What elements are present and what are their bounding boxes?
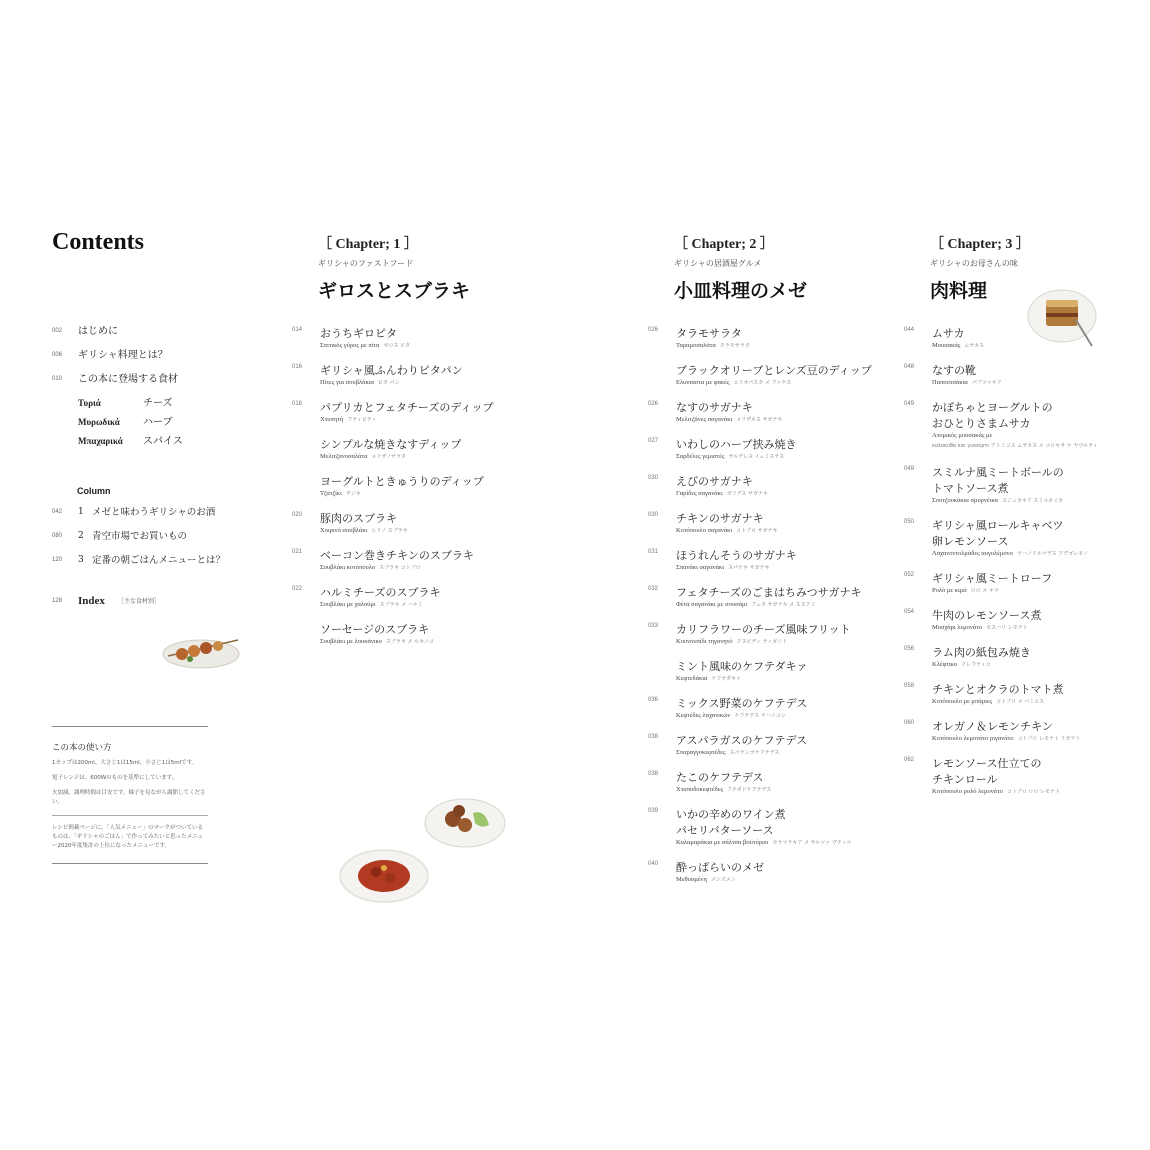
- chapter-2-title: 小皿料理のメゼ: [674, 280, 808, 302]
- how-to-use-box: [52, 726, 208, 864]
- page-number: 026: [648, 401, 659, 407]
- recipe-title: 酔っぱらいのメゼ: [676, 861, 764, 874]
- recipe-greek: [932, 624, 1028, 631]
- how-to-title: この本の使い方: [52, 743, 112, 753]
- page-number: 036: [648, 697, 659, 703]
- column-heading: Column: [77, 486, 111, 496]
- recipe-greek: [676, 416, 782, 423]
- reading: スパナキ サガナキ: [728, 565, 770, 571]
- recipe-greek: [676, 527, 777, 534]
- recipe-title: チキンとオクラのトマト煮: [932, 683, 1064, 696]
- recipe-greek: [932, 698, 1044, 705]
- greek-name: Κουνουπίδι τηγανητό: [676, 638, 733, 645]
- greek-name: Κλέφτικο: [932, 661, 958, 668]
- recipe-title-line2: おひとりさまムサカ: [932, 417, 1031, 430]
- recipe-title: チキンのサガナキ: [676, 512, 764, 525]
- page-number: 014: [292, 327, 303, 333]
- greek-name: Καλαμαράκια με σάλτσα βουτύρου: [676, 839, 769, 846]
- recipe-title: スミルナ風ミートボールの: [932, 466, 1064, 479]
- recipe-title: ムサカ: [932, 327, 965, 340]
- reading: スジュカキア スミルネイカ: [1001, 498, 1064, 504]
- list-item[interactable]: [52, 346, 252, 365]
- page-number: 049: [904, 401, 915, 407]
- page-number: 040: [648, 861, 659, 867]
- recipe-greek: [676, 876, 736, 883]
- reading: ギロス ピタ: [383, 343, 411, 349]
- list-item[interactable]: [52, 322, 252, 341]
- reading: クレフティコ: [961, 662, 991, 668]
- page-number: 010: [52, 376, 63, 382]
- greek-name: Μουσακάς: [932, 342, 961, 349]
- recipe-greek: [932, 661, 991, 668]
- recipe-title: パプリカとフェタチーズのディップ: [320, 401, 494, 414]
- ingredient-greek: Μυρωδικά: [78, 417, 120, 427]
- page-number: 006: [52, 352, 63, 358]
- ingredient-row: [52, 394, 252, 413]
- recipe-entry[interactable]: [904, 681, 1144, 711]
- reading: ザジキ: [345, 491, 361, 497]
- recipe-greek: [676, 342, 750, 349]
- recipe-greek: [320, 416, 376, 423]
- recipe-entry[interactable]: [292, 399, 532, 429]
- ingredient-row: [52, 432, 252, 451]
- greek-name: Κεφτεδάκια: [676, 675, 708, 682]
- recipe-greek-line2: [932, 442, 1098, 449]
- recipe-greek: [320, 379, 400, 386]
- recipe-title-line2: トマトソース煮: [932, 482, 1009, 495]
- how-to-text: レシピ掲載ページに、「人気メニュー」のマークがついているものは、「ギリシャのごはん」で作ってみたいと思ったメニュー2020年度集計の上位になったメニューです。: [52, 825, 204, 849]
- recipe-entry[interactable]: [292, 547, 532, 577]
- recipe-title: ギリシャ風ふんわりピタパン: [320, 364, 463, 377]
- reading: ラハノドルマデス アヴゴレモノ: [1016, 551, 1089, 557]
- recipe-entry[interactable]: [648, 859, 888, 889]
- recipe-title: いわしのハーブ挟み焼き: [676, 438, 797, 451]
- meatball-plate-photo: [423, 795, 509, 851]
- recipe-entry[interactable]: [648, 362, 888, 392]
- page-number: 039: [648, 808, 659, 814]
- ingredient-row: [52, 413, 252, 432]
- page-number: 032: [648, 586, 659, 592]
- recipe-title: ギリシャ風ミートローフ: [932, 572, 1053, 585]
- recipe-title: ベーコン巻きチキンのスブラキ: [320, 549, 474, 562]
- index-sub: ［主な食材別］: [118, 598, 161, 605]
- page-number: 027: [648, 438, 659, 444]
- skewer-photo: [160, 626, 242, 674]
- reading: ケフテダキァ: [711, 676, 742, 682]
- recipe-title: 豚肉のスブラキ: [320, 512, 397, 525]
- recipe-title: タラモサラタ: [676, 327, 742, 340]
- reading: クヌピディ ティガニト: [736, 639, 788, 645]
- reading: コトプロ レモナト リガナト: [1017, 736, 1081, 742]
- reading: モスハリ レモナト: [986, 625, 1028, 631]
- recipe-entry[interactable]: [648, 806, 888, 852]
- recipe-entry[interactable]: [648, 584, 888, 614]
- recipe-greek: [932, 587, 999, 594]
- recipe-title: ほうれんそうのサガナキ: [676, 549, 797, 562]
- column-number: 1: [78, 507, 84, 517]
- recipe-entry[interactable]: [292, 436, 532, 466]
- greek-name: Λαχανοντολμάδες αυγολέμονο: [932, 550, 1013, 557]
- page-number: 026: [648, 327, 659, 333]
- recipe-greek: [676, 839, 851, 846]
- recipe-title: いかの辛めのワイン煮: [676, 808, 786, 821]
- recipe-entry[interactable]: [292, 584, 532, 614]
- index-label: Index: [78, 595, 105, 607]
- recipe-title-line2: チキンロール: [932, 773, 998, 786]
- recipe-title: フェタチーズのごまはちみつサガナキ: [676, 586, 862, 599]
- page-number: 080: [52, 533, 63, 539]
- recipe-greek: [676, 379, 791, 386]
- greek-name: Μελιτζανοσαλάτα: [320, 453, 368, 460]
- reading: ムサカス: [964, 343, 985, 349]
- recipe-entry[interactable]: [648, 473, 888, 503]
- recipe-entry[interactable]: [648, 769, 888, 799]
- page-number: 044: [904, 327, 915, 333]
- recipe-entry[interactable]: [904, 718, 1144, 748]
- recipe-greek: [320, 564, 421, 571]
- reading: ケフテデス ラハニコン: [734, 713, 786, 719]
- reading: ロロ メ キマ: [970, 588, 999, 594]
- recipe-greek: [320, 601, 423, 608]
- recipe-entry[interactable]: [648, 547, 888, 577]
- reading: メリザノサラタ: [371, 454, 406, 460]
- page-number: 049: [904, 466, 915, 472]
- recipe-entry[interactable]: [904, 399, 1144, 457]
- recipe-entry[interactable]: [648, 436, 888, 466]
- recipe-greek: [932, 788, 1060, 795]
- contents-title: Contents: [52, 229, 145, 255]
- recipe-title: なすの靴: [932, 364, 976, 377]
- greek-name: Κοτόπουλο με μπάμιες: [932, 698, 993, 705]
- chapter-2-label: ［ Chapter; 2 ］: [674, 237, 774, 252]
- reading: メシズメニ: [710, 877, 736, 883]
- page-number: 056: [904, 646, 915, 652]
- greek-name: Σουβλάκι με χαλούμι: [320, 601, 376, 608]
- recipe-entry[interactable]: [292, 325, 532, 355]
- recipe-entry[interactable]: [648, 658, 888, 688]
- recipe-title: ギリシャ風ロールキャベツ: [932, 519, 1064, 532]
- recipe-greek: [320, 527, 408, 534]
- recipe-greek: [676, 453, 784, 460]
- page-number: 021: [292, 549, 303, 555]
- how-to-text: 1カップは200ml、大さじ1は15ml、小さじ1は5mlです。: [52, 760, 198, 766]
- recipe-title: なすのサガナキ: [676, 401, 753, 414]
- reading: ピタ パン: [377, 380, 400, 386]
- column-number: 2: [78, 531, 84, 541]
- recipe-title: オレガノ＆レモンチキン: [932, 720, 1053, 733]
- front-matter-list: [52, 322, 252, 451]
- recipe-greek: [676, 712, 786, 719]
- page-number: 022: [292, 586, 303, 592]
- recipe-greek: [932, 735, 1081, 742]
- chapter-2-entries: [648, 325, 888, 896]
- ingredient-jp: ハーブ: [143, 417, 173, 428]
- item-label: はじめに: [78, 326, 118, 337]
- chapter-1-label: ［ Chapter; 1 ］: [318, 237, 418, 252]
- greek-name: Ελιοπαστα με φακές: [676, 379, 730, 386]
- recipe-title: ヨーグルトときゅうりのディップ: [320, 475, 484, 488]
- greek-name: Χτυπητή: [320, 416, 344, 423]
- reading: アトミコス ムサカス メ コロキサ ケ ヤウルティ: [990, 443, 1098, 449]
- stew-plate-photo: [338, 846, 430, 904]
- page-number: 120: [52, 557, 63, 563]
- reading: エリオパスタ メ ファケス: [733, 380, 792, 386]
- page-number: 060: [904, 720, 915, 726]
- chapter-3-label: ［ Chapter; 3 ］: [930, 237, 1030, 252]
- page-number: 050: [904, 519, 915, 525]
- greek-name: Μεθυσμένη: [676, 876, 707, 883]
- recipe-greek: [932, 379, 1002, 386]
- ingredient-greek: Τυριά: [78, 398, 101, 408]
- recipe-title: ブラックオリーブとレンズ豆のディップ: [676, 364, 872, 377]
- recipe-greek: [932, 432, 992, 439]
- recipe-title: カリフラワーのチーズ風味フリット: [676, 623, 851, 636]
- recipe-entry[interactable]: [648, 399, 888, 429]
- greek-name: Σπιτικός γύρος με πίτα: [320, 342, 380, 349]
- reading: ヒリノ スブラキ: [371, 528, 408, 534]
- recipe-title: おうちギロピタ: [320, 327, 397, 340]
- greek-name: Κοτόπουλο ρολό λεμονάτο: [932, 788, 1003, 795]
- greek-name: Σουβλάκι κοτόπουλο: [320, 564, 376, 571]
- greek-name: Σουβλάκι με λουκάνικο: [320, 638, 382, 645]
- how-to-text: 火加減、調理時間は目安です。様子を見ながら調節してください。: [52, 790, 206, 805]
- greek-name: Μοσχάρι λεμονάτο: [932, 624, 983, 631]
- greek-name: Ρολό με κιμά: [932, 587, 967, 594]
- recipe-greek: [320, 490, 361, 497]
- chapter-3-title: 肉料理: [930, 280, 988, 302]
- greek-name: Σαρδέλες γεμιστές: [676, 453, 725, 460]
- recipe-entry[interactable]: [904, 607, 1144, 637]
- list-item[interactable]: [52, 370, 252, 389]
- recipe-title: ハルミチーズのスブラキ: [320, 586, 441, 599]
- reading: フタポドケフテデス: [727, 787, 772, 793]
- how-to-text: 電子レンジは、600Wのものを基準にしています。: [52, 775, 178, 781]
- chapter-2-subtitle: ギリシャの居酒屋グルメ: [674, 259, 762, 268]
- ingredient-greek: Μπαχαρικά: [78, 436, 123, 446]
- recipe-title: えびのサガナキ: [676, 475, 753, 488]
- greek-name: Μελιτζάνες σαγανάκι: [676, 416, 733, 423]
- recipe-entry[interactable]: [292, 362, 532, 392]
- reading: スブラキ メ ルカニコ: [385, 639, 435, 645]
- item-label: 定番の朝ごはんメニューとは？: [92, 555, 226, 566]
- recipe-entry[interactable]: [904, 755, 1144, 801]
- reading: メリザネス サガナキ: [736, 417, 783, 423]
- reading: フティピティ: [347, 417, 377, 423]
- page-number: 038: [648, 734, 659, 740]
- recipe-entry[interactable]: [904, 517, 1144, 563]
- item-label: ギリシャ料理とは？: [78, 350, 168, 361]
- reading: フェタ サガナキ メ ススアミ: [751, 602, 816, 608]
- recipe-greek: [932, 497, 1063, 504]
- recipe-entry[interactable]: [648, 621, 888, 651]
- page-number: 042: [52, 509, 63, 515]
- page-number: 128: [52, 598, 63, 604]
- chapter-3-subtitle: ギリシャのお母さんの味: [930, 259, 1018, 268]
- recipe-greek: [320, 342, 410, 349]
- greek-name: Ταραμοσαλάτα: [676, 342, 716, 349]
- reading: コトプロ サガナキ: [736, 528, 778, 534]
- item-label: メゼと味わうギリシャのお酒: [92, 507, 216, 518]
- divider: [52, 815, 208, 816]
- recipe-title-line2: パセリバターソース: [676, 824, 774, 837]
- recipe-title: レモンソース仕立ての: [932, 757, 1042, 770]
- greek-name: Ατομικός μουσακάς με: [932, 432, 993, 439]
- page-number: 058: [904, 683, 915, 689]
- greek-name: Κεφτέδες λαχανικών: [676, 712, 731, 719]
- reading: サルデレス イェミステス: [728, 454, 785, 460]
- recipe-greek: [320, 638, 434, 645]
- greek-name: Σουτζουκάκια σμυρνέικα: [932, 497, 998, 504]
- recipe-entry[interactable]: [904, 362, 1144, 392]
- recipe-greek: [932, 342, 984, 349]
- recipe-title: ミックス野菜のケフテデス: [676, 697, 808, 710]
- recipe-greek: [320, 453, 406, 460]
- column-number: 3: [78, 555, 84, 565]
- reading: カラマラキア メ サルツァ ヴティル: [772, 840, 852, 846]
- recipe-greek: [676, 786, 771, 793]
- recipe-entry[interactable]: [904, 644, 1144, 674]
- recipe-greek: [676, 601, 816, 608]
- reading: コトプロ ロロ レモナト: [1006, 789, 1060, 795]
- greek-name: Χταποδοκεφτέδες: [676, 786, 724, 793]
- recipe-entry[interactable]: [292, 621, 532, 651]
- recipe-title: ラム肉の紙包み焼き: [932, 646, 1031, 659]
- recipe-entry[interactable]: [904, 464, 1144, 510]
- recipe-entry[interactable]: [904, 325, 1144, 355]
- ingredient-jp: チーズ: [143, 398, 173, 409]
- recipe-entry[interactable]: [292, 473, 532, 503]
- recipe-entry[interactable]: [292, 510, 532, 540]
- recipe-title: ミント風味のケフテダキァ: [676, 660, 808, 673]
- page-number: 020: [292, 512, 303, 518]
- chapter-1-subtitle: ギリシャのファストフード: [318, 259, 414, 268]
- recipe-greek: [676, 490, 768, 497]
- page-number: 054: [904, 609, 915, 615]
- greek-name: Παπουτσάκια: [932, 379, 968, 386]
- greek-name: Τζατζίκι: [320, 490, 342, 497]
- page-number: 062: [904, 757, 915, 763]
- page-number: 038: [648, 771, 659, 777]
- chapter-1-entries: [292, 325, 532, 658]
- greek-name: Κοτόπουλο σαγανάκι: [676, 527, 733, 534]
- recipe-entry[interactable]: [648, 732, 888, 762]
- recipe-title: 牛肉のレモンソース煮: [932, 609, 1042, 622]
- recipe-title: たこのケフテデス: [676, 771, 764, 784]
- page-number: 031: [648, 549, 659, 555]
- greek-name-line2: κολοκύθα και γιαούρτι: [932, 443, 990, 449]
- recipe-greek: [932, 550, 1088, 557]
- greek-name: Πίτες για σουβλάκια: [320, 379, 374, 386]
- reading: タラモサラタ: [719, 343, 750, 349]
- chapter-1-title: ギロスとスブラキ: [318, 280, 471, 302]
- page-number: 030: [648, 512, 659, 518]
- recipe-title: シンプルな焼きなすディップ: [320, 438, 462, 451]
- greek-name: Φέτα σαγανάκι με σουσάμι: [676, 601, 748, 608]
- page-number: 048: [904, 364, 915, 370]
- page-number: 030: [648, 475, 659, 481]
- recipe-title: アスパラガスのケフテデス: [676, 734, 808, 747]
- reading: スブラキ メ ハルミ: [379, 602, 423, 608]
- page-number: 052: [904, 572, 915, 578]
- recipe-entry[interactable]: [648, 325, 888, 355]
- recipe-greek: [676, 675, 741, 682]
- item-label: この本に登場する食材: [78, 374, 178, 385]
- recipe-greek: [676, 638, 787, 645]
- recipe-greek: [676, 564, 770, 571]
- greek-name: Χοιρινό σουβλάκι: [320, 527, 368, 534]
- greek-name: Σπανάκι σαγανάκι: [676, 564, 725, 571]
- recipe-title-line2: 卵レモンソース: [932, 535, 1009, 548]
- page-number: 033: [648, 623, 659, 629]
- recipe-title: ソーセージのスブラキ: [320, 623, 430, 636]
- recipe-entry[interactable]: [648, 695, 888, 725]
- ingredient-jp: スパイス: [143, 436, 183, 447]
- page-number: 016: [292, 364, 303, 370]
- item-label: 青空市場でお買いもの: [92, 531, 188, 542]
- greek-name: Σπαραγγοκεφτέδες: [676, 749, 726, 756]
- recipe-title: かぼちゃとヨーグルトの: [932, 401, 1053, 414]
- recipe-greek: [676, 749, 779, 756]
- recipe-entry[interactable]: [648, 510, 888, 540]
- greek-name: Κοτόπουλο λεμονάτο ριγανάτο: [932, 735, 1014, 742]
- recipe-entry[interactable]: [904, 570, 1144, 600]
- chapter-3-entries: [904, 325, 1144, 808]
- page-number: 002: [52, 328, 63, 334]
- reading: コトプロ メ バミエス: [996, 699, 1045, 705]
- greek-name: Γαρίδες σαγανάκι: [676, 490, 723, 497]
- page-number: 018: [292, 401, 303, 407]
- reading: スブラキ コトプロ: [379, 565, 421, 571]
- reading: スパランゴケフテデス: [729, 750, 780, 756]
- reading: ガリデス サガナキ: [726, 491, 768, 497]
- reading: パプツァキア: [971, 380, 1002, 386]
